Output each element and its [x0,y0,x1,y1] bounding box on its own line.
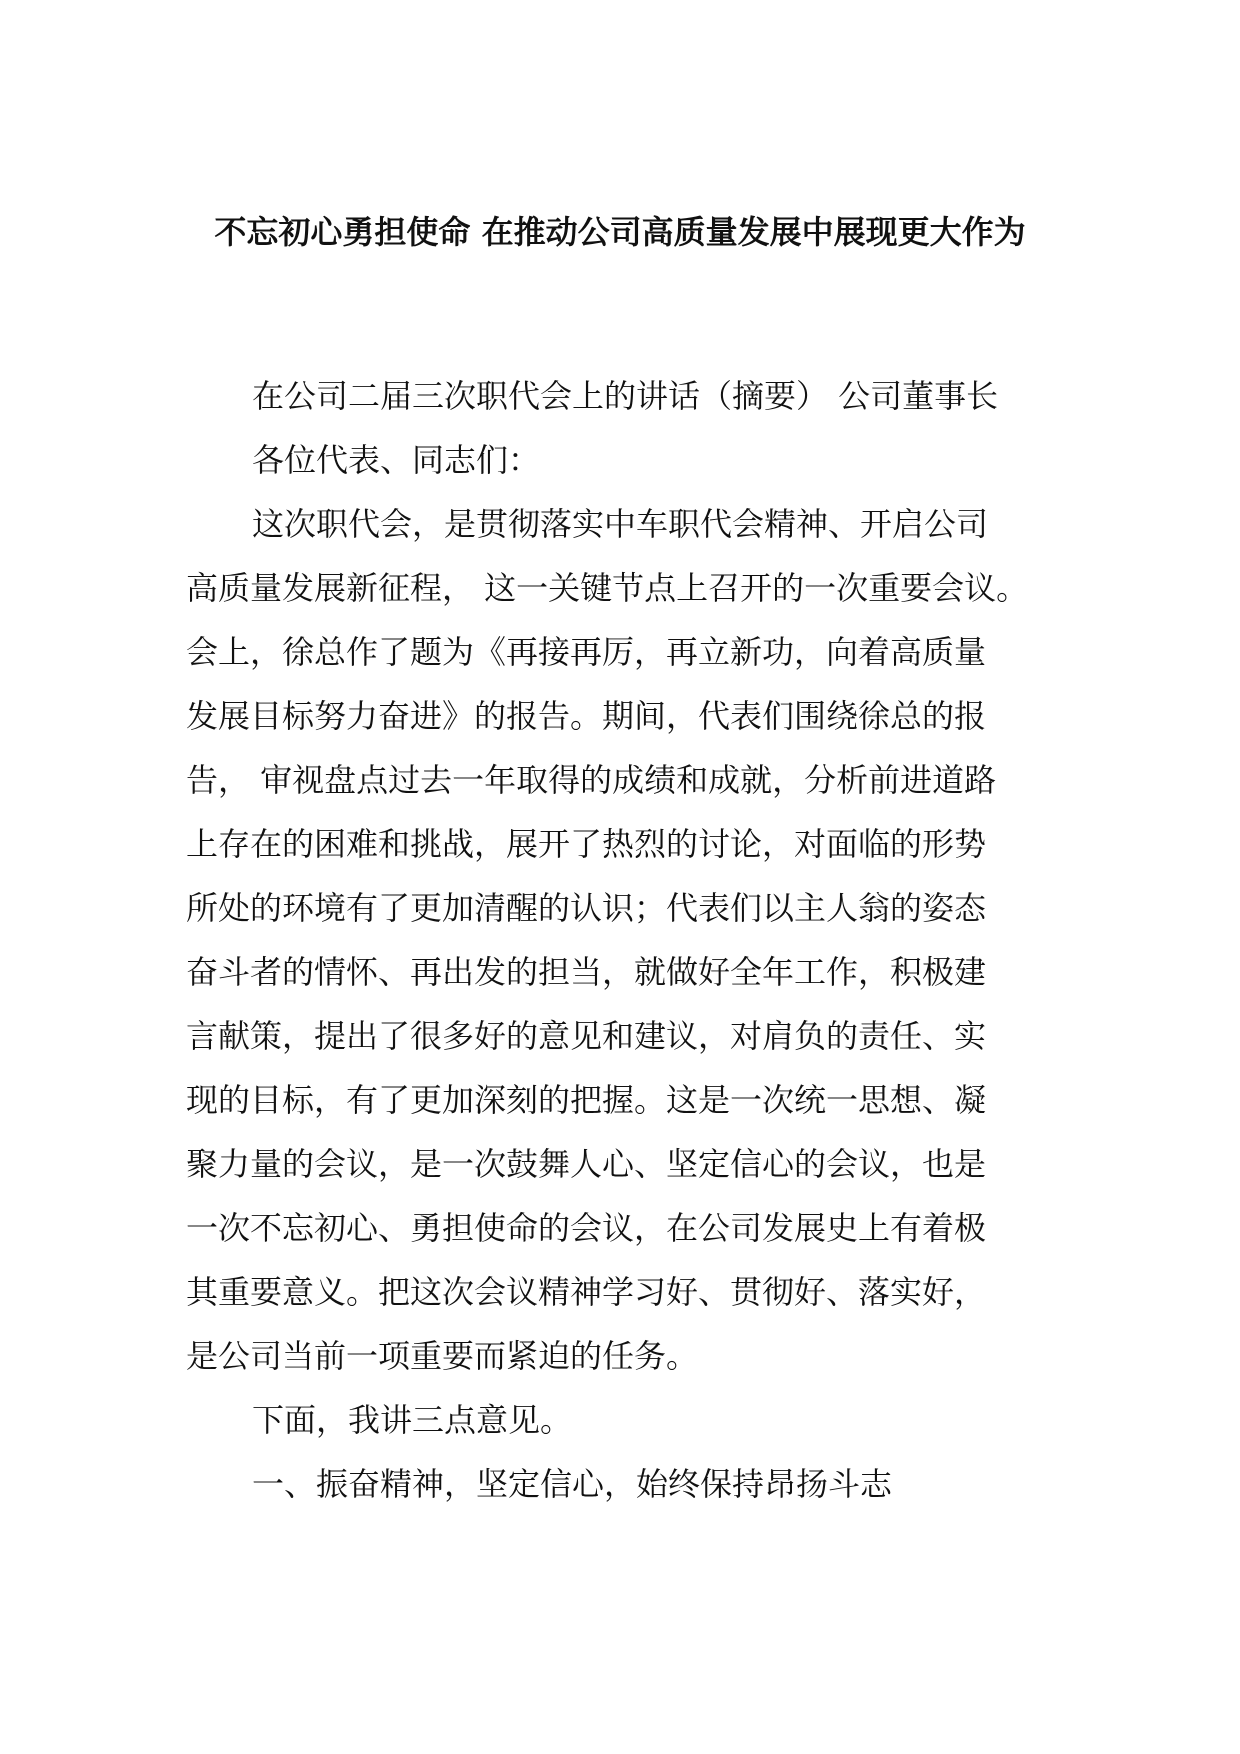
body-line: 其重要意义。把这次会议精神学习好、贯彻好、落实好， [186,1273,987,1311]
body-line: 会上，徐总作了题为《再接再厉，再立新功，向着高质量 [186,633,987,671]
salutation-line: 各位代表、同志们： [252,441,541,479]
body-line: 这次职代会，是贯彻落实中车职代会精神、开启公司 [252,505,989,543]
intro-line: 下面，我讲三点意见。 [252,1401,573,1439]
body-line: 一次不忘初心、勇担使命的会议，在公司发展史上有着极 [186,1209,987,1247]
body-line: 所处的环境有了更加清醒的认识；代表们以主人翁的姿态 [186,889,987,927]
body-line: 高质量发展新征程， 这一关键节点上召开的一次重要会议。 [186,569,1029,607]
body-line: 上存在的困难和挑战，展开了热烈的讨论，对面临的形势 [186,825,987,863]
body-line: 奋斗者的情怀、再出发的担当，就做好全年工作，积极建 [186,953,987,991]
body-line: 言献策，提出了很多好的意见和建议，对肩负的责任、实 [186,1017,987,1055]
body-line: 是公司当前一项重要而紧迫的任务。 [186,1337,699,1375]
body-line: 发展目标努力奋进》的报告。期间，代表们围绕徐总的报 [186,697,987,735]
body-line: 聚力量的会议，是一次鼓舞人心、坚定信心的会议，也是 [186,1145,987,1183]
document-title: 不忘初心勇担使命 在推动公司高质量发展中展现更大作为 [214,213,1026,251]
body-line: 现的目标，有了更加深刻的把握。这是一次统一思想、凝 [186,1081,987,1119]
subtitle-line: 在公司二届三次职代会上的讲话（摘要） 公司董事长 [252,377,999,415]
body-line: 告， 审视盘点过去一年取得的成绩和成就，分析前进道路 [186,761,997,799]
section-heading: 一、振奋精神，坚定信心，始终保持昂扬斗志 [252,1465,893,1503]
